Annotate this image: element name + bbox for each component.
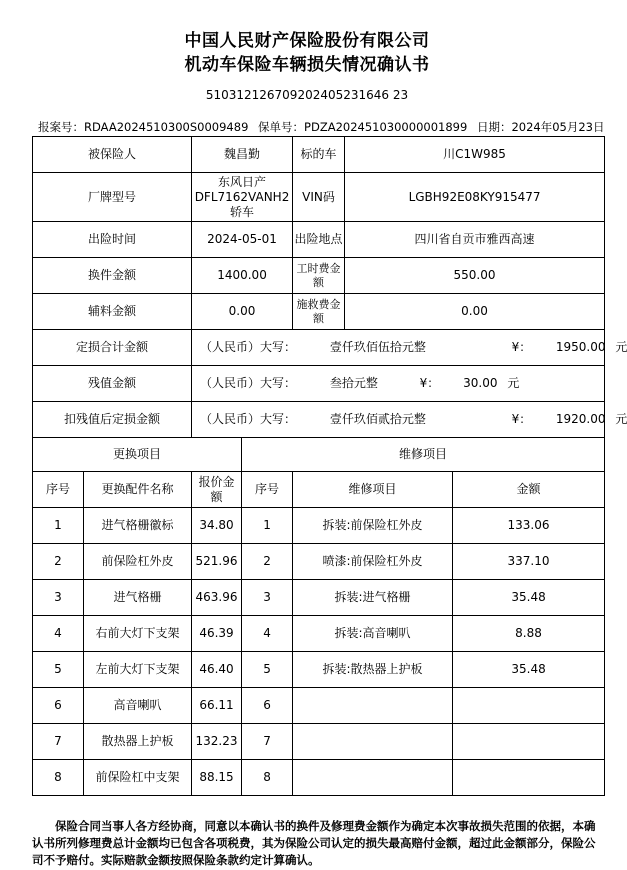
rescue-label-2: 额 (313, 311, 325, 325)
row-seq2: 2 (242, 544, 293, 580)
labor-label (293, 258, 345, 293)
row-part: 散热器上护板 (84, 724, 192, 760)
info-line (38, 119, 611, 135)
row-seq: 4 (33, 616, 84, 652)
rescue-cell (293, 294, 605, 330)
row-part: 前保险杠外皮 (84, 544, 192, 580)
time-value: 2024-05-01 (192, 222, 293, 258)
row-amount: 337.10 (453, 544, 605, 580)
parts-amount-value: 1400.00 (192, 258, 293, 294)
total-number: 1950.00 (555, 340, 606, 354)
net-prefix: （人民币）大写： (200, 412, 297, 426)
row-seq2: 4 (242, 616, 293, 652)
col-seq: 序号 (33, 472, 84, 508)
insured-label: 被保险人 (33, 137, 192, 173)
time-label: 出险时间 (33, 222, 192, 258)
residual-yen: ¥： (419, 376, 440, 390)
section-header-row (33, 438, 605, 472)
total-prefix: （人民币）大写： (200, 340, 297, 354)
row-seq: 5 (33, 652, 84, 688)
total-label: 定损合计金额 (33, 330, 192, 366)
col-seq2: 序号 (242, 472, 293, 508)
row-amount (453, 724, 605, 760)
model-line-2: DFL7162VANH2 (194, 189, 290, 204)
row-seq: 7 (33, 724, 84, 760)
report-number: RDAA2024510300S0009489 (84, 120, 249, 134)
table-row (33, 580, 605, 616)
model-value (192, 173, 293, 222)
accident-row (33, 222, 605, 258)
col-repair-item: 维修项目 (293, 472, 453, 508)
row-price: 66.11 (192, 688, 242, 724)
repair-section-title: 维修项目 (242, 438, 605, 472)
row-repair (293, 760, 453, 796)
plate-cell (293, 137, 605, 173)
column-header-row (33, 472, 605, 508)
net-words: 壹仟玖佰贰拾元整 (329, 412, 426, 426)
row-seq2: 6 (242, 688, 293, 724)
row-seq2: 8 (242, 760, 293, 796)
net-unit: 元 (615, 412, 627, 426)
row-amount (453, 688, 605, 724)
model-row (33, 173, 605, 222)
residual-words: 叁拾元整 (329, 376, 378, 390)
date-value: 2024年05月23日 (511, 120, 605, 134)
place-cell (293, 222, 605, 258)
total-words: 壹仟玖佰伍拾元整 (329, 340, 426, 354)
table-row (33, 688, 605, 724)
row-part: 左前大灯下支架 (84, 652, 192, 688)
row-repair: 拆装:前保险杠外皮 (293, 508, 453, 544)
row-seq2: 3 (242, 580, 293, 616)
plate-number: 川C1W985 (443, 147, 506, 161)
row-repair: 喷漆:前保险杠外皮 (293, 544, 453, 580)
row-price: 88.15 (192, 760, 242, 796)
table-row (33, 508, 605, 544)
aux-rescue-row (33, 294, 605, 330)
row-repair (293, 688, 453, 724)
labor-label-1: 工时费金 (296, 262, 341, 276)
row-seq: 1 (33, 508, 84, 544)
total-unit: 元 (615, 340, 627, 354)
table-row (33, 616, 605, 652)
col-quote: 报价金额 (192, 472, 242, 508)
replace-section-title: 更换项目 (33, 438, 242, 472)
row-price: 521.96 (192, 544, 242, 580)
row-part: 右前大灯下支架 (84, 616, 192, 652)
rescue-value: 0.00 (461, 304, 488, 318)
policy-label: 保单号： (258, 120, 305, 134)
row-amount: 35.48 (453, 580, 605, 616)
model-line-1: 东风日产 (218, 174, 267, 189)
row-price: 132.23 (192, 724, 242, 760)
row-seq: 8 (33, 760, 84, 796)
vin-cell (293, 173, 605, 222)
model-label: 厂牌型号 (33, 173, 192, 222)
place-label: 出险地点 (293, 222, 345, 257)
residual-prefix: （人民币）大写： (200, 376, 297, 390)
document-number: 510312126709202405231646 23 (205, 88, 409, 102)
residual-value (192, 366, 605, 402)
insured-row (33, 137, 605, 173)
net-label: 扣残值后定损金额 (33, 402, 192, 438)
total-value (192, 330, 627, 366)
vin-label: VIN码 (293, 173, 345, 221)
aux-amount-value: 0.00 (192, 294, 293, 330)
labor-label-2: 额 (313, 275, 325, 289)
row-part: 进气格栅 (84, 580, 192, 616)
rescue-label (293, 294, 345, 329)
row-repair: 拆装:进气格栅 (293, 580, 453, 616)
row-seq2: 5 (242, 652, 293, 688)
row-seq: 3 (33, 580, 84, 616)
model-line-3: 轿车 (230, 204, 255, 219)
place-value: 四川省自贡市雅西高速 (414, 232, 535, 246)
total-yen: ¥： (511, 340, 532, 354)
parts-amount-label: 换件金额 (33, 258, 192, 294)
row-price: 46.39 (192, 616, 242, 652)
row-seq: 2 (33, 544, 84, 580)
document-title: 机动车保险车辆损失情况确认书 (184, 55, 430, 75)
vin-value: LGBH92E08KY915477 (408, 189, 541, 204)
policy-number: PDZA202451030000001899 (304, 120, 468, 134)
row-part: 高音喇叭 (84, 688, 192, 724)
labor-value: 550.00 (453, 268, 496, 282)
row-amount (453, 760, 605, 796)
row-seq: 6 (33, 688, 84, 724)
net-number: 1920.00 (555, 412, 606, 426)
date-label: 日期： (476, 120, 512, 134)
net-yen: ¥： (511, 412, 532, 426)
row-price: 46.40 (192, 652, 242, 688)
residual-unit: 元 (507, 376, 520, 390)
table-row (33, 724, 605, 760)
total-row (33, 330, 605, 366)
row-amount: 35.48 (453, 652, 605, 688)
row-part: 前保险杠中支架 (84, 760, 192, 796)
table-row (33, 652, 605, 688)
confirmation-note: 保险合同当事人各方经协商，同意以本确认书的换件及修理费金额作为确定本次事故损失范围的依据，本确认书所列修理费总计金额均已包含各项税费，其为保险公司认定的损失最高赔付金额，超过此金额部分，保险公司不予赔付。实际赔款金额按照保险条款约定计算确认。 (32, 819, 596, 867)
row-repair (293, 724, 453, 760)
row-amount: 8.88 (453, 616, 605, 652)
company-title: 中国人民财产保险股份有限公司 (184, 31, 430, 51)
rescue-label-1: 施救费金 (296, 298, 341, 312)
table-row (33, 760, 605, 796)
col-amount: 金额 (453, 472, 605, 508)
table-row (33, 544, 605, 580)
labor-cell (293, 258, 605, 294)
col-part-name: 更换配件名称 (84, 472, 192, 508)
row-price: 463.96 (192, 580, 242, 616)
parts-labor-row (33, 258, 605, 294)
row-seq2: 1 (242, 508, 293, 544)
residual-label: 残值金额 (33, 366, 192, 402)
insured-value: 魏昌勤 (192, 137, 293, 173)
residual-number: 30.00 (463, 376, 498, 390)
net-value (192, 402, 627, 438)
net-row (33, 402, 605, 438)
row-repair: 拆装:散热器上护板 (293, 652, 453, 688)
report-label: 报案号： (38, 120, 84, 134)
aux-amount-label: 辅料金额 (33, 294, 192, 330)
residual-row (33, 366, 605, 402)
row-repair: 拆装:高音喇叭 (293, 616, 453, 652)
row-seq2: 7 (242, 724, 293, 760)
row-amount: 133.06 (453, 508, 605, 544)
row-part: 进气格栅徽标 (84, 508, 192, 544)
row-price: 34.80 (192, 508, 242, 544)
target-car-label: 标的车 (293, 137, 345, 172)
loss-confirmation-table (32, 136, 627, 796)
